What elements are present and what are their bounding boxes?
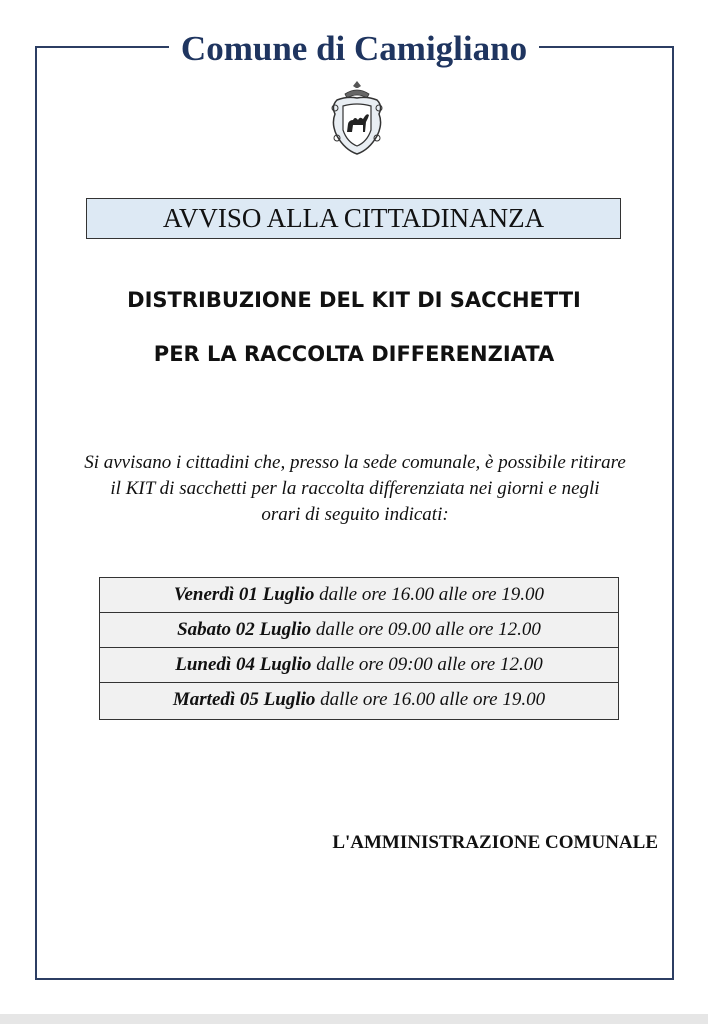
municipal-crest-icon [327,80,387,160]
intro-line: Si avvisano i cittadini che, presso la sede comunale, è possibile ritirare [84,452,626,473]
page-title-text: Comune di Camigliano [169,29,539,68]
notice-banner: AVVISO ALLA CITTADINANZA [86,198,621,239]
intro-line: il KIT di sacchetti per la raccolta differenziata nei giorni e negli [110,478,600,499]
schedule-hours: dalle ore 16.00 alle ore 19.00 [314,584,545,605]
schedule-day: Lunedì 04 Luglio [175,654,312,675]
schedule-day: Sabato 02 Luglio [177,619,312,640]
schedule-day: Martedì 05 Luglio [172,689,316,710]
notice-intro [40,450,670,528]
schedule-hours: dalle ore 09:00 alle ore 12.00 [311,654,543,675]
notice-heading-line2: PER LA RACCOLTA DIFFERENZIATA [153,342,555,366]
page-bottom-bar [0,1014,708,1024]
schedule-table [99,577,619,720]
schedule-day: Venerdì 01 Luglio [173,584,315,605]
schedule-row [100,648,618,683]
schedule-hours: dalle ore 09.00 alle ore 12.00 [311,619,541,640]
schedule-hours: dalle ore 16.00 alle ore 19.00 [315,689,546,710]
schedule-row [100,578,618,613]
notice-heading-line1: DISTRIBUZIONE DEL KIT DI SACCHETTI [127,288,581,312]
schedule-row [100,683,618,719]
intro-line: orari di seguito indicati: [261,504,449,525]
signature: L'AMMINISTRAZIONE COMUNALE [332,832,658,853]
schedule-row [100,613,618,648]
page-title [0,28,708,70]
